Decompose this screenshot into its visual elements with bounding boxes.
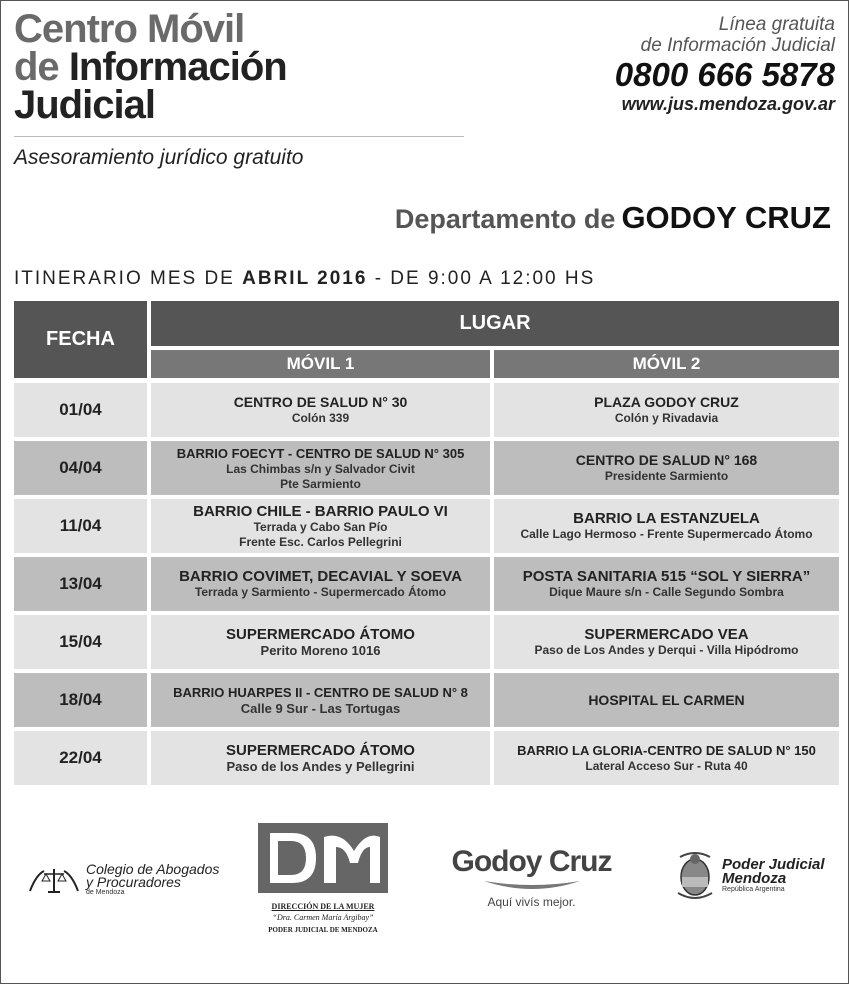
swoosh-icon — [482, 879, 582, 893]
place-name: SUPERMERCADO ÁTOMO — [226, 742, 415, 759]
program-logo — [14, 7, 287, 127]
table-row — [14, 615, 839, 669]
place-name: BARRIO LA GLORIA-CENTRO DE SALUD N° 150 — [517, 743, 816, 758]
direccion-mujer-logo — [258, 823, 388, 934]
department-name: GODOY CRUZ — [621, 200, 831, 235]
place-name: BARRIO HUARPES II - CENTRO DE SALUD N° 8 — [173, 685, 468, 700]
date-cell: 11/04 — [14, 499, 147, 553]
movil1-cell — [151, 499, 490, 553]
poder-judicial-logo — [674, 849, 825, 901]
dm-line1: DIRECCIÓN DE LA MUJER — [271, 902, 375, 911]
place-name: SUPERMERCADO VEA — [584, 626, 749, 643]
place-name: CENTRO DE SALUD N° 168 — [575, 452, 758, 468]
place-name: BARRIO COVIMET, DECAVIAL Y SOEVA — [179, 568, 462, 585]
movil2-cell — [494, 499, 839, 553]
date-cell: 15/04 — [14, 615, 147, 669]
colegio-line2: y Procuradores — [86, 874, 181, 890]
place-address: Calle 9 Sur - Las Tortugas — [240, 701, 401, 716]
date-cell: 13/04 — [14, 557, 147, 611]
scales-of-justice-icon — [26, 865, 82, 895]
itinerary-month: ABRIL 2016 — [242, 268, 368, 289]
hotline-block — [615, 14, 835, 114]
logo-line2 — [14, 45, 287, 89]
table-row — [14, 557, 839, 611]
table-row — [14, 673, 839, 727]
movil2-cell — [494, 441, 839, 495]
logo-line3: Judicial — [14, 83, 155, 127]
header-fecha: FECHA — [14, 301, 147, 378]
movil2-cell — [494, 383, 839, 437]
place-address: Paso de Los Andes y Derqui - Villa Hipódromo — [534, 643, 799, 657]
movil2-cell — [494, 615, 839, 669]
movil1-cell — [151, 615, 490, 669]
place-name: BARRIO LA ESTANZUELA — [573, 510, 760, 527]
pj-line2: Mendoza — [722, 869, 787, 887]
dm-line2: “Dra. Carmen María Argibay” — [272, 913, 374, 922]
place-address: Colón y Rivadavia — [614, 411, 719, 425]
schedule-table — [14, 383, 839, 789]
movil2-cell — [494, 673, 839, 727]
logo-divider — [14, 136, 464, 137]
dm-monogram-icon — [258, 823, 388, 893]
header-movil1: MÓVIL 1 — [151, 350, 490, 378]
movil1-cell — [151, 673, 490, 727]
itinerary-heading — [14, 268, 595, 290]
place-name: PLAZA GODOY CRUZ — [594, 394, 739, 410]
place-name: HOSPITAL EL CARMEN — [588, 691, 745, 708]
movil1-cell — [151, 731, 490, 785]
godoy-cruz-name: Godoy Cruz — [451, 845, 612, 878]
place-address: Dique Maure s/n - Calle Segundo Sombra — [549, 585, 784, 599]
place-address: Calle Lago Hermoso - Frente Supermercado Átomo — [520, 527, 813, 541]
logo-info: Información — [68, 45, 287, 89]
place-address: Perito Moreno 1016 — [260, 643, 381, 658]
place-address: Colón 339 — [291, 411, 350, 425]
website-link[interactable]: www.jus.mendoza.gov.ar — [621, 94, 835, 114]
place-address: Paso de los Andes y Pellegrini — [226, 759, 415, 774]
colegio-line1: Colegio de Abogados — [86, 861, 220, 877]
department-heading — [395, 200, 831, 236]
subtitle: Asesoramiento jurídico gratuito — [14, 146, 304, 169]
logo-de: de — [14, 45, 59, 89]
date-cell: 22/04 — [14, 731, 147, 785]
movil1-cell — [151, 383, 490, 437]
itinerary-prefix: ITINERARIO MES DE — [14, 268, 235, 289]
place-address: Las Chimbas s/n y Salvador Civit — [226, 461, 415, 476]
table-row — [14, 441, 839, 495]
colegio-line3: de Mendoza — [86, 889, 125, 896]
hotline-label1: Línea gratuita — [718, 14, 835, 35]
table-row — [14, 499, 839, 553]
movil2-cell — [494, 731, 839, 785]
place-name: BARRIO CHILE - BARRIO PAULO VI — [193, 502, 448, 520]
department-label: Departamento de — [394, 204, 616, 234]
dm-line3: PODER JUDICIAL DE MENDOZA — [268, 926, 378, 934]
hotline-label2: de Información Judicial — [640, 35, 835, 56]
header-lugar: LUGAR — [151, 301, 839, 346]
place-address-line2: Pte Sarmiento — [280, 476, 361, 491]
place-name: BARRIO FOECYT - CENTRO DE SALUD N° 305 — [176, 445, 465, 461]
pj-line3: República Argentina — [722, 885, 785, 893]
hotline-phone: 0800 666 5878 — [614, 56, 835, 93]
table-row — [14, 731, 839, 785]
colegio-abogados-logo — [26, 863, 219, 896]
place-address: Terrada y Cabo San Pío — [253, 519, 388, 534]
place-name: CENTRO DE SALUD N° 30 — [233, 394, 408, 410]
godoy-cruz-tagline: Aquí vivís mejor. — [487, 895, 576, 909]
movil1-cell — [151, 557, 490, 611]
table-row — [14, 383, 839, 437]
sponsors-footer — [0, 815, 849, 945]
place-name: POSTA SANITARIA 515 “SOL Y SIERRA” — [522, 568, 811, 585]
place-address: Lateral Acceso Sur - Ruta 40 — [585, 759, 748, 773]
place-address: Terrada y Sarmiento - Supermercado Átomo — [194, 585, 447, 599]
place-address-line2: Frente Esc. Carlos Pellegrini — [239, 534, 402, 549]
pj-line1: Poder Judicial — [722, 855, 825, 873]
date-cell: 04/04 — [14, 441, 147, 495]
place-address: Presidente Sarmiento — [604, 469, 729, 483]
coat-of-arms-icon — [674, 849, 716, 901]
date-cell: 18/04 — [14, 673, 147, 727]
date-cell: 01/04 — [14, 383, 147, 437]
header-movil2: MÓVIL 2 — [494, 350, 839, 378]
godoy-cruz-logo — [444, 845, 619, 909]
logo-line1: Centro Móvil — [14, 7, 245, 51]
place-name: SUPERMERCADO ÁTOMO — [226, 626, 415, 643]
movil1-cell — [151, 441, 490, 495]
itinerary-suffix: - DE 9:00 A 12:00 HS — [374, 268, 596, 289]
movil2-cell — [494, 557, 839, 611]
